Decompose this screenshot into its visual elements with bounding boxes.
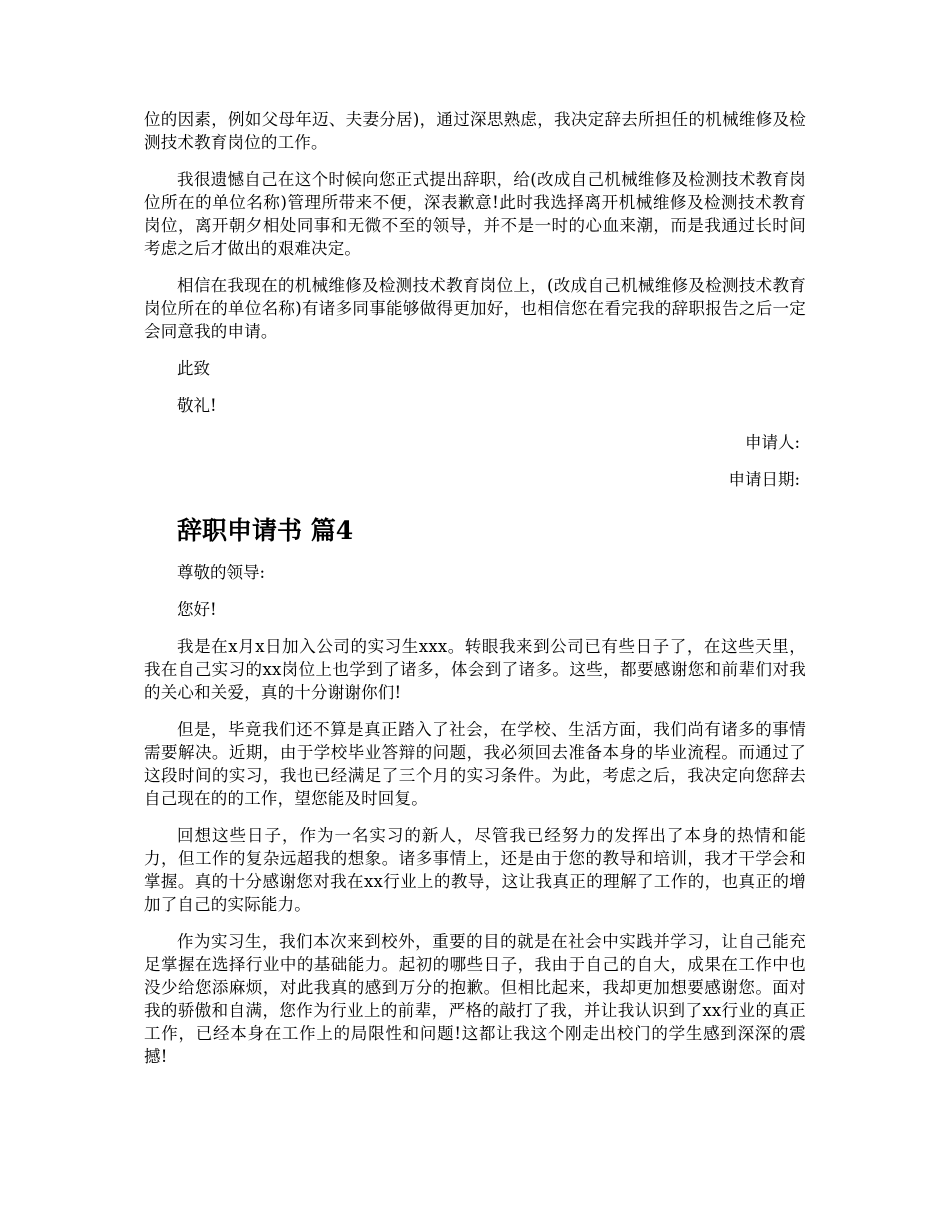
believe-paragraph: 相信在我现在的机械维修及检测技术教育岗位上，(改成自己机械维修及检测技术教育岗位所在的单位名称)有诸多同事能够做得更加好，也相信您在看完我的辞职报告之后一定会同意我的申请。 xyxy=(144,276,806,341)
closing-jingli: 敬礼! xyxy=(177,396,217,415)
body-paragraph-3: 回想这些日子，作为一名实习的新人，尽管我已经努力的发挥出了本身的热情和能力，但工作的复杂远超我的想象。诸多事情上，还是由于您的教导和培训，我才干学会和掌握。真的十分感谢您对我在xx行业上的教导，这让我真正的理解了工作的，也真正的增加了自己的实际能力。 xyxy=(144,826,806,914)
body-paragraph-2: 但是，毕竟我们还不算是真正踏入了社会，在学校、生活方面，我们尚有诸多的事情需要解决。近期，由于学校毕业答辩的问题，我必须回去准备本身的毕业流程。而通过了这段时间的实习，我也已经满足了三个月的实习条件。为此，考虑之后，我决定向您辞去自己现在的的工作，望您能及时回复。 xyxy=(144,720,806,808)
body-paragraph-4: 作为实习生，我们本次来到校外，重要的目的就是在社会中实践并学习，让自己能充足掌握在选择行业中的基础能力。起初的哪些日子，我由于自己的自大，成果在工作中也没少给您添麻烦，对此我真的感到万分的抱歉。但相比起来，我却更加想要感谢您。面对我的骄傲和自满，您作为行业上的前辈，严格的敲打了我，并让我认识到了xx行业的真正工作，已经本身在工作上的局限性和问题!这都让我这个刚走出校门的学生感到深深的震撼! xyxy=(144,932,806,1066)
section-heading: 辞职申请书 篇4 xyxy=(177,516,354,545)
regret-paragraph: 我很遗憾自己在这个时候向您正式提出辞职，给(改成自己机械维修及检测技术教育岗位所在的单位名称)管理所带来不便，深表歉意!此时我选择离开机械维修及检测技术教育岗位，离开朝夕相处同事和无微不至的领导，并不是一时的心血来潮，而是我通过长时间考虑之后才做出的艰难决定。 xyxy=(144,170,806,258)
applicant-label: 申请人: xyxy=(744,433,800,452)
closing-cizhi: 此致 xyxy=(177,359,210,378)
date-label: 申请日期: xyxy=(728,470,800,489)
salutation: 尊敬的领导: xyxy=(177,563,266,582)
intro-paragraph: 位的因素，例如父母年迈、夫妻分居)，通过深思熟虑，我决定辞去所担任的机械维修及检测技术教育岗位的工作。 xyxy=(144,110,806,152)
document-page xyxy=(144,108,806,1082)
greeting: 您好! xyxy=(177,600,217,619)
body-paragraph-1: 我是在x月x日加入公司的实习生xxx。转眼我来到公司已有些日子了，在这些天里，我在自己实习的xx岗位上也学到了诸多，体会到了诸多。这些，都要感谢您和前辈们对我的关心和关爱，真的十分谢谢你们! xyxy=(144,637,806,702)
